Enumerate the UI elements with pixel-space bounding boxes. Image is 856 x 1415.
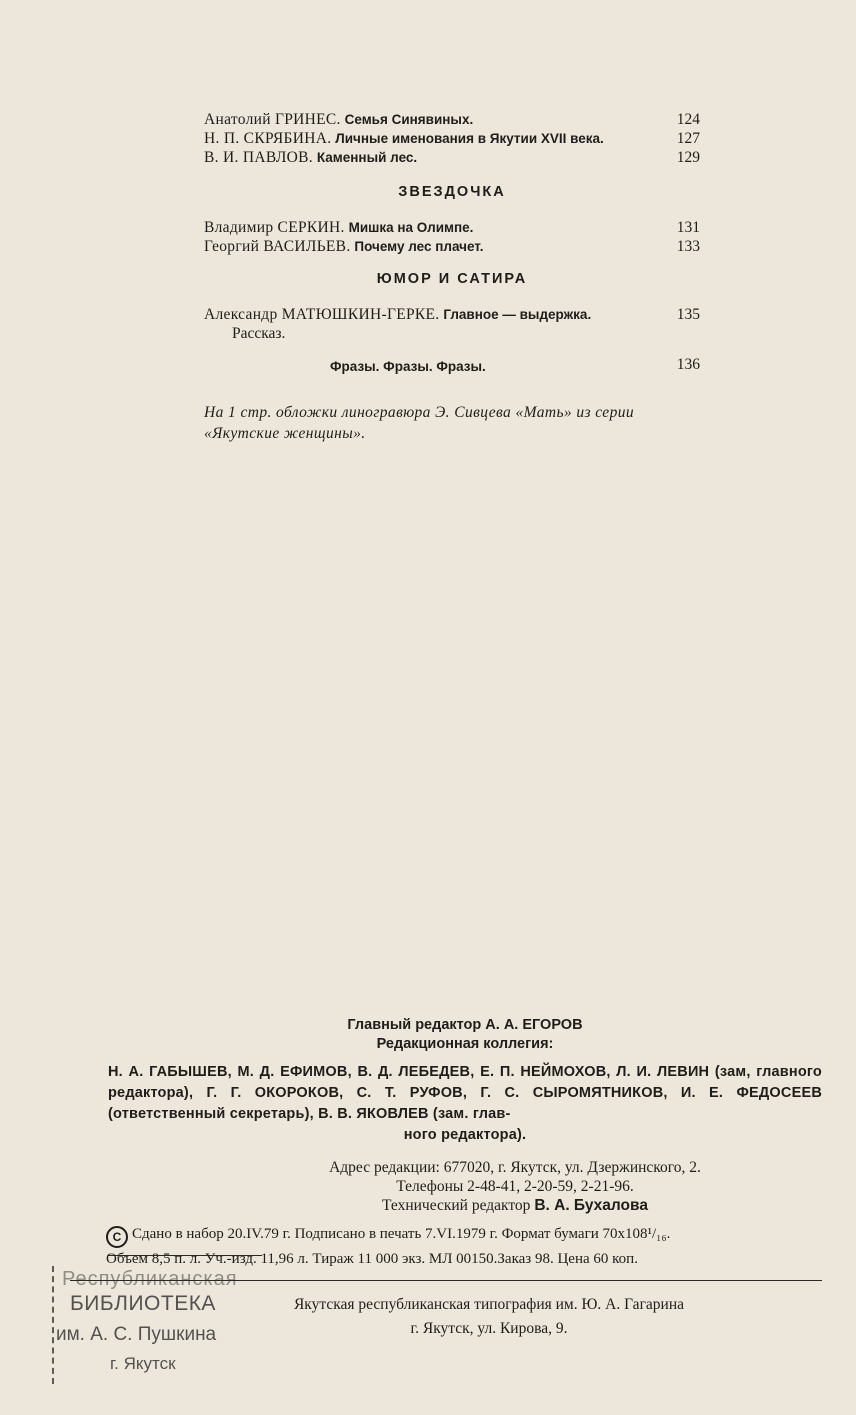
toc-title: Каменный лес.: [316, 150, 418, 165]
toc-entry: [204, 305, 700, 343]
toc-author: Анатолий ГРИНЕС.: [204, 111, 341, 128]
board-heading: Редакционная коллегия:: [376, 1036, 554, 1052]
board-members-text: Н. А. ГАБЫШЕВ, М. Д. ЕФИМОВ, В. Д. ЛЕБЕДЕВ, Е. П. НЕЙМОХОВ, Л. И. ЛЕВИН (зам, главного редактора), Г. Г. ОКОРОКОВ, С. Т. РУФОВ, Г. С. СЫРОМЯТНИКОВ, И. Е. ФЕДОСЕЕВ (ответственный секретарь), В. В. ЯКОВЛЕВ (зам. глав-: [108, 1064, 822, 1122]
toc-entry: [204, 129, 700, 148]
imprint-text-1: Сдано в набор 20.IV.79 г. Подписано в печать 7.VI.1979 г. Формат бумаги 70x108¹/₁₆.: [132, 1226, 671, 1242]
imprint-line-2: Объем 8,5 п. л. Уч.-изд. 11,96 л. Тираж 11 000 экз. МЛ 00150.Заказ 98. Цена 60 коп.: [106, 1251, 638, 1267]
tech-editor-name: В. А. Бухалова: [534, 1197, 648, 1214]
toc-page: 135: [676, 306, 700, 323]
toc-entry: [204, 110, 700, 129]
toc-page: 133: [676, 238, 700, 255]
library-stamp: [40, 1262, 270, 1390]
toc-author: В. И. ПАВЛОВ.: [204, 149, 313, 166]
imprint-line-1: [106, 1223, 822, 1248]
editorial-phones: Телефоны 2-48-41, 2-20-59, 2-21-96.: [396, 1178, 634, 1195]
toc-page: 124: [676, 111, 700, 128]
board-members-last: ного редактора).: [403, 1127, 527, 1143]
board-members: [108, 1062, 822, 1146]
toc-page: 127: [676, 130, 700, 147]
masthead: [108, 1016, 822, 1215]
table-of-contents: [204, 110, 700, 444]
toc-title: Почему лес плачет.: [354, 239, 484, 254]
copyright-icon: C: [106, 1226, 128, 1248]
cover-note: На 1 стр. обложки линогравюра Э. Сивцева «Мать» из серии «Якутские женщины».: [204, 404, 635, 442]
stamp-line: Республиканская: [62, 1268, 238, 1290]
toc-title: Личные именования в Якутии XVII века.: [335, 131, 604, 146]
toc-title: Фразы. Фразы. Фразы.: [330, 359, 486, 374]
stamp-line: им. А. С. Пушкина: [56, 1324, 217, 1345]
toc-title: Мишка на Олимпе.: [348, 220, 474, 235]
editorial-address: Адрес редакции: 677020, г. Якутск, ул. Дзержинского, 2.: [329, 1159, 701, 1176]
stamp-line: БИБЛИОТЕКА: [70, 1292, 216, 1315]
toc-author: Владимир СЕРКИН.: [204, 219, 345, 236]
tech-editor-label: Технический редактор: [382, 1197, 531, 1214]
section-heading-zvezdochka: ЗВЕЗДОЧКА: [398, 184, 506, 200]
toc-entry: [204, 148, 700, 167]
toc-entry: [204, 218, 700, 237]
printer-info: [254, 1293, 724, 1341]
section-heading-humor: ЮМОР И САТИРА: [376, 271, 528, 287]
toc-subtitle: Рассказ.: [232, 325, 286, 342]
toc-author: Александр МАТЮШКИН-ГЕРКЕ.: [204, 306, 440, 323]
editorial-address-block: [108, 1158, 822, 1215]
toc-author: Георгий ВАСИЛЬЕВ.: [204, 238, 351, 255]
toc-page: 129: [676, 149, 700, 166]
printer-name: Якутская республиканская типография им. Ю. А. Гагарина: [293, 1296, 685, 1313]
toc-entry-phrases: [204, 356, 700, 374]
toc-title: Главное — выдержка.: [443, 307, 592, 322]
printer-address: г. Якутск, ул. Кирова, 9.: [410, 1320, 568, 1337]
stamp-line: г. Якутск: [110, 1354, 176, 1373]
toc-title: Семья Синявиных.: [344, 112, 474, 127]
divider: [108, 1255, 262, 1256]
toc-entry: [204, 237, 700, 256]
toc-author: Н. П. СКРЯБИНА.: [204, 130, 332, 147]
tech-editor: [208, 1196, 822, 1215]
chief-editor: Главный редактор А. А. ЕГОРОВ: [347, 1017, 583, 1033]
toc-page: 136: [676, 356, 700, 373]
toc-page: 131: [676, 219, 700, 236]
